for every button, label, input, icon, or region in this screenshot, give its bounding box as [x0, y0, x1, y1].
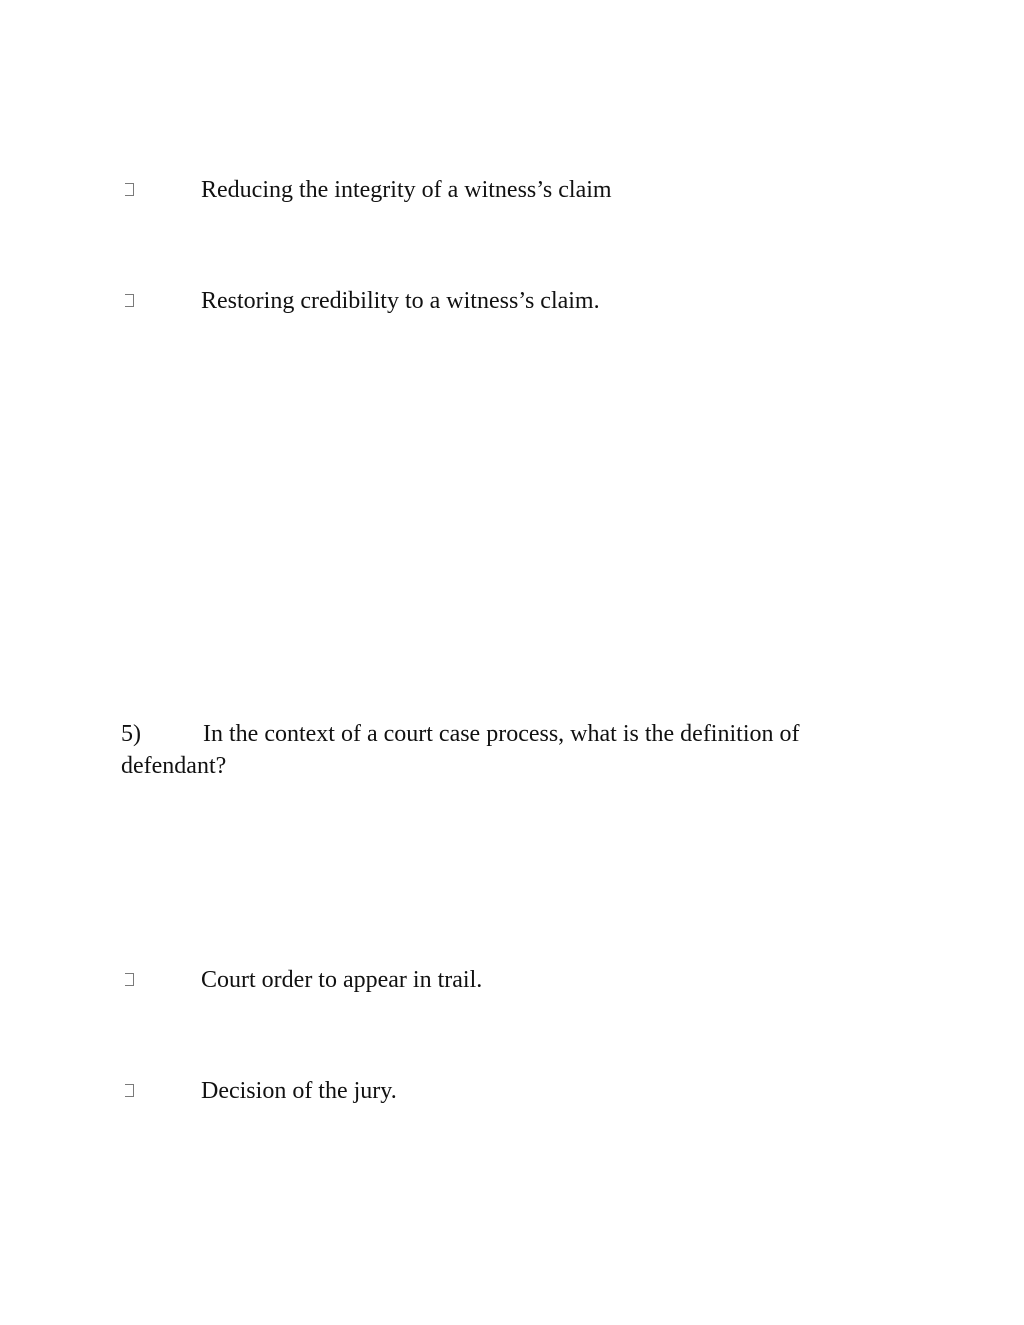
option-label: Decision of the jury. [201, 1078, 397, 1104]
checkbox-icon[interactable] [125, 973, 134, 986]
checkbox-icon[interactable] [125, 183, 134, 196]
question-5 [121, 718, 881, 782]
option-label: Restoring credibility to a witness’s claim. [201, 288, 600, 314]
checkbox-icon[interactable] [125, 1084, 134, 1097]
checkbox-icon[interactable] [125, 294, 134, 307]
option-court-order[interactable] [0, 964, 1024, 1004]
question-number: 5) [121, 721, 141, 747]
option-restoring-credibility[interactable] [0, 285, 1024, 325]
option-label: Court order to appear in trail. [201, 967, 483, 993]
option-decision-jury[interactable] [0, 1075, 1024, 1115]
option-reducing-integrity[interactable] [0, 174, 1024, 214]
option-label: Reducing the integrity of a witness’s claim [201, 177, 612, 203]
question-text: In the context of a court case process, what is the definition of defendant? [121, 721, 800, 779]
